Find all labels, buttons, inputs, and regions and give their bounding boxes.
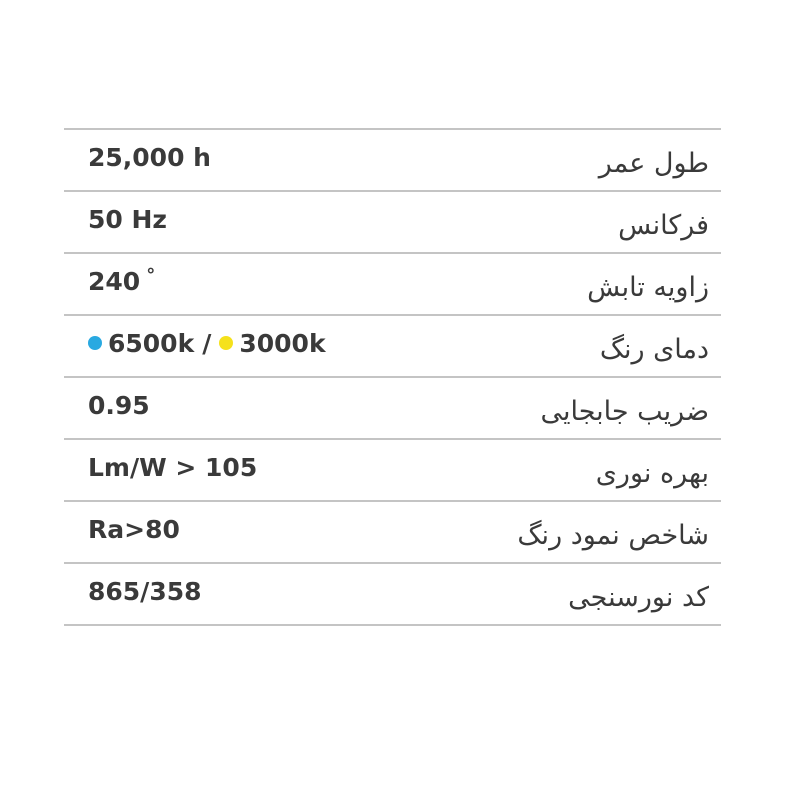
spec-value-color-temperature [88,329,326,358]
spec-label-photometric-code: کد نورسنجی [568,581,709,613]
warm-light-dot-icon [219,336,233,350]
spec-row-lifespan [64,130,721,192]
color-temp-warm: 3000k [239,328,326,358]
spec-label-luminous-efficacy: بهره نوری [595,457,709,489]
spec-value-lifespan: 25,000 h [88,142,211,172]
spec-row-cri [64,502,721,564]
spec-value-frequency: 50 Hz [88,204,167,234]
spec-value-photometric-code: 865/358 [88,576,202,606]
color-temp-cool: 6500k [108,328,195,358]
spec-table [64,128,721,626]
spec-row-frequency [64,192,721,254]
degree-symbol: ° [146,264,156,286]
spec-label-frequency: فرکانس [618,209,709,241]
spec-row-photometric-code [64,564,721,626]
color-temp-separator: / [202,328,212,358]
spec-value-cri: Ra>80 [88,514,180,544]
spec-row-luminous-efficacy [64,440,721,502]
spec-label-lifespan: طول عمر [598,147,709,179]
spec-label-cri: شاخص نمود رنگ [517,519,709,551]
spec-label-power-factor: ضریب جابجایی [540,395,709,427]
spec-row-power-factor [64,378,721,440]
spec-value-beam-angle [88,264,156,296]
spec-row-color-temperature [64,316,721,378]
cool-light-dot-icon [88,336,102,350]
spec-label-beam-angle: زاویه تابش [587,271,709,303]
spec-row-beam-angle [64,254,721,316]
spec-value-power-factor: 0.95 [88,390,150,420]
beam-angle-number: 240 [88,266,141,296]
spec-value-luminous-efficacy: Lm/W > 105 [88,452,258,482]
spec-label-color-temperature: دمای رنگ [599,333,709,365]
